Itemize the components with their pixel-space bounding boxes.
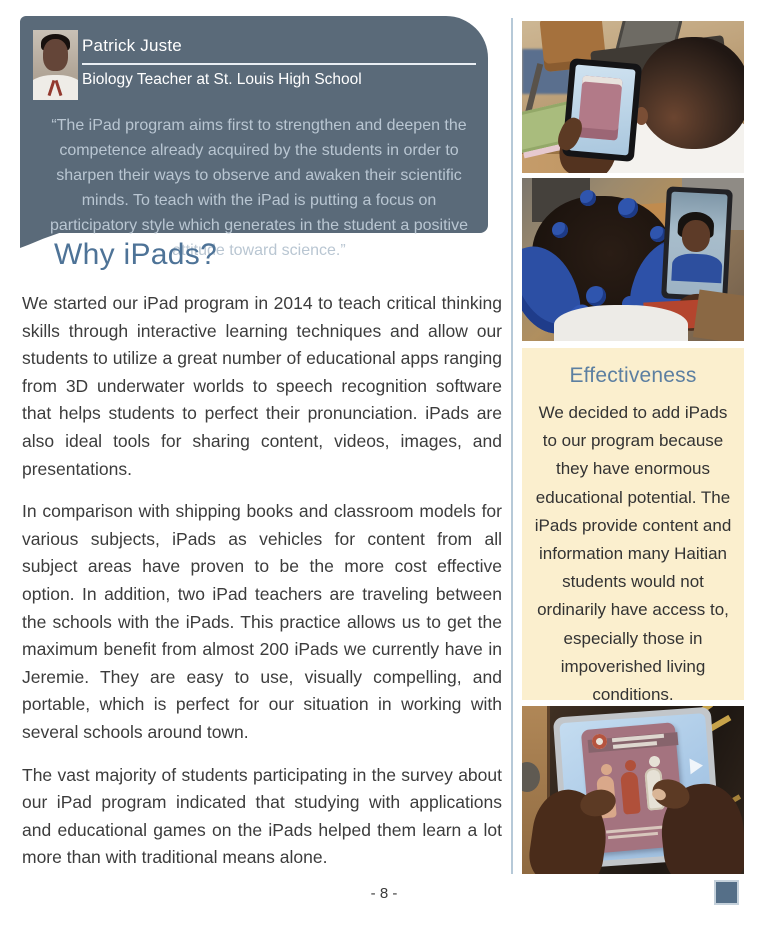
photo-hands-ipad-anatomy <box>522 706 744 874</box>
hair-bobble-shape <box>552 222 568 238</box>
student-head-shape <box>638 37 744 149</box>
panel-heading: Effectiveness <box>569 364 697 387</box>
photo-student-ipad-classroom <box>522 21 744 173</box>
article-paragraph: In comparison with shipping books and classroom models for various subjects, iPads as vehicles for content from all subject areas have proven to be the more cost effective option. In addition, two iPad teachers are traveling between the schools with the iPads. This practice allows us to get the maximum benefit from almost 200 iPads we currently have in Jeremie. They are easy to use, visually compelling, and portable, which is perfect for our situation in working with several schools around town. <box>22 501 502 742</box>
article-paragraph: The vast majority of students participating in the survey about our iPad program indicated that studying with applications and educational games on the iPads helped them learn a lot more than with traditional means alone. <box>22 764 502 868</box>
card-header <box>82 36 476 89</box>
wood-desk-shape <box>693 289 744 341</box>
photo-girl-bows-ipad <box>522 178 744 341</box>
article-paragraph: We started our iPad program in 2014 to teach critical thinking skills through interactive learning techniques and allow our students to utilize a great number of educational apps ranging from 3D underwater worlds to speech recognition software that helps students to perfect their pronunciation. iPads are also ideal tools for sharing content, videos, images, and presentations. <box>22 293 502 479</box>
app-card-shape <box>577 75 622 140</box>
muscle-figure-shape <box>620 771 641 814</box>
divider-line <box>82 63 476 65</box>
person-role: Biology Teacher at St. Louis High School <box>82 71 362 88</box>
hair-bobble-shape <box>586 286 606 306</box>
avatar <box>33 30 78 100</box>
onscreen-child-shirt-shape <box>671 253 722 284</box>
person-name: Patrick Juste <box>82 36 182 55</box>
avatar-face-shape <box>43 39 68 71</box>
girl-shirt-shape <box>554 305 688 341</box>
pull-quote: “The iPad program aims first to strengthen and deepen the competence already acquired by the students in order to sharpen their ways to observe and awaken their scientific minds. To teach with the iPad is putting a focus on participatory style which generates in the student a positive attitude toward science.” <box>49 117 468 259</box>
section-heading: Why iPads? <box>54 238 218 271</box>
hair-bobble-shape <box>618 198 638 218</box>
hair-bobble-shape <box>580 190 596 206</box>
page-number: - 8 - <box>370 885 398 902</box>
panel-body: We decided to add iPads to our program because they have enormous educational potential. The iPads provide content and information many Haitian students would not ordinarily have access to, especially those in impoverished living conditions. <box>534 403 732 705</box>
effectiveness-panel <box>522 348 744 705</box>
play-arrow-icon <box>689 758 703 775</box>
corner-accent-square <box>714 880 739 905</box>
column-divider <box>511 18 513 874</box>
avatar-shirt-shape <box>33 75 78 100</box>
article-body <box>22 290 502 887</box>
